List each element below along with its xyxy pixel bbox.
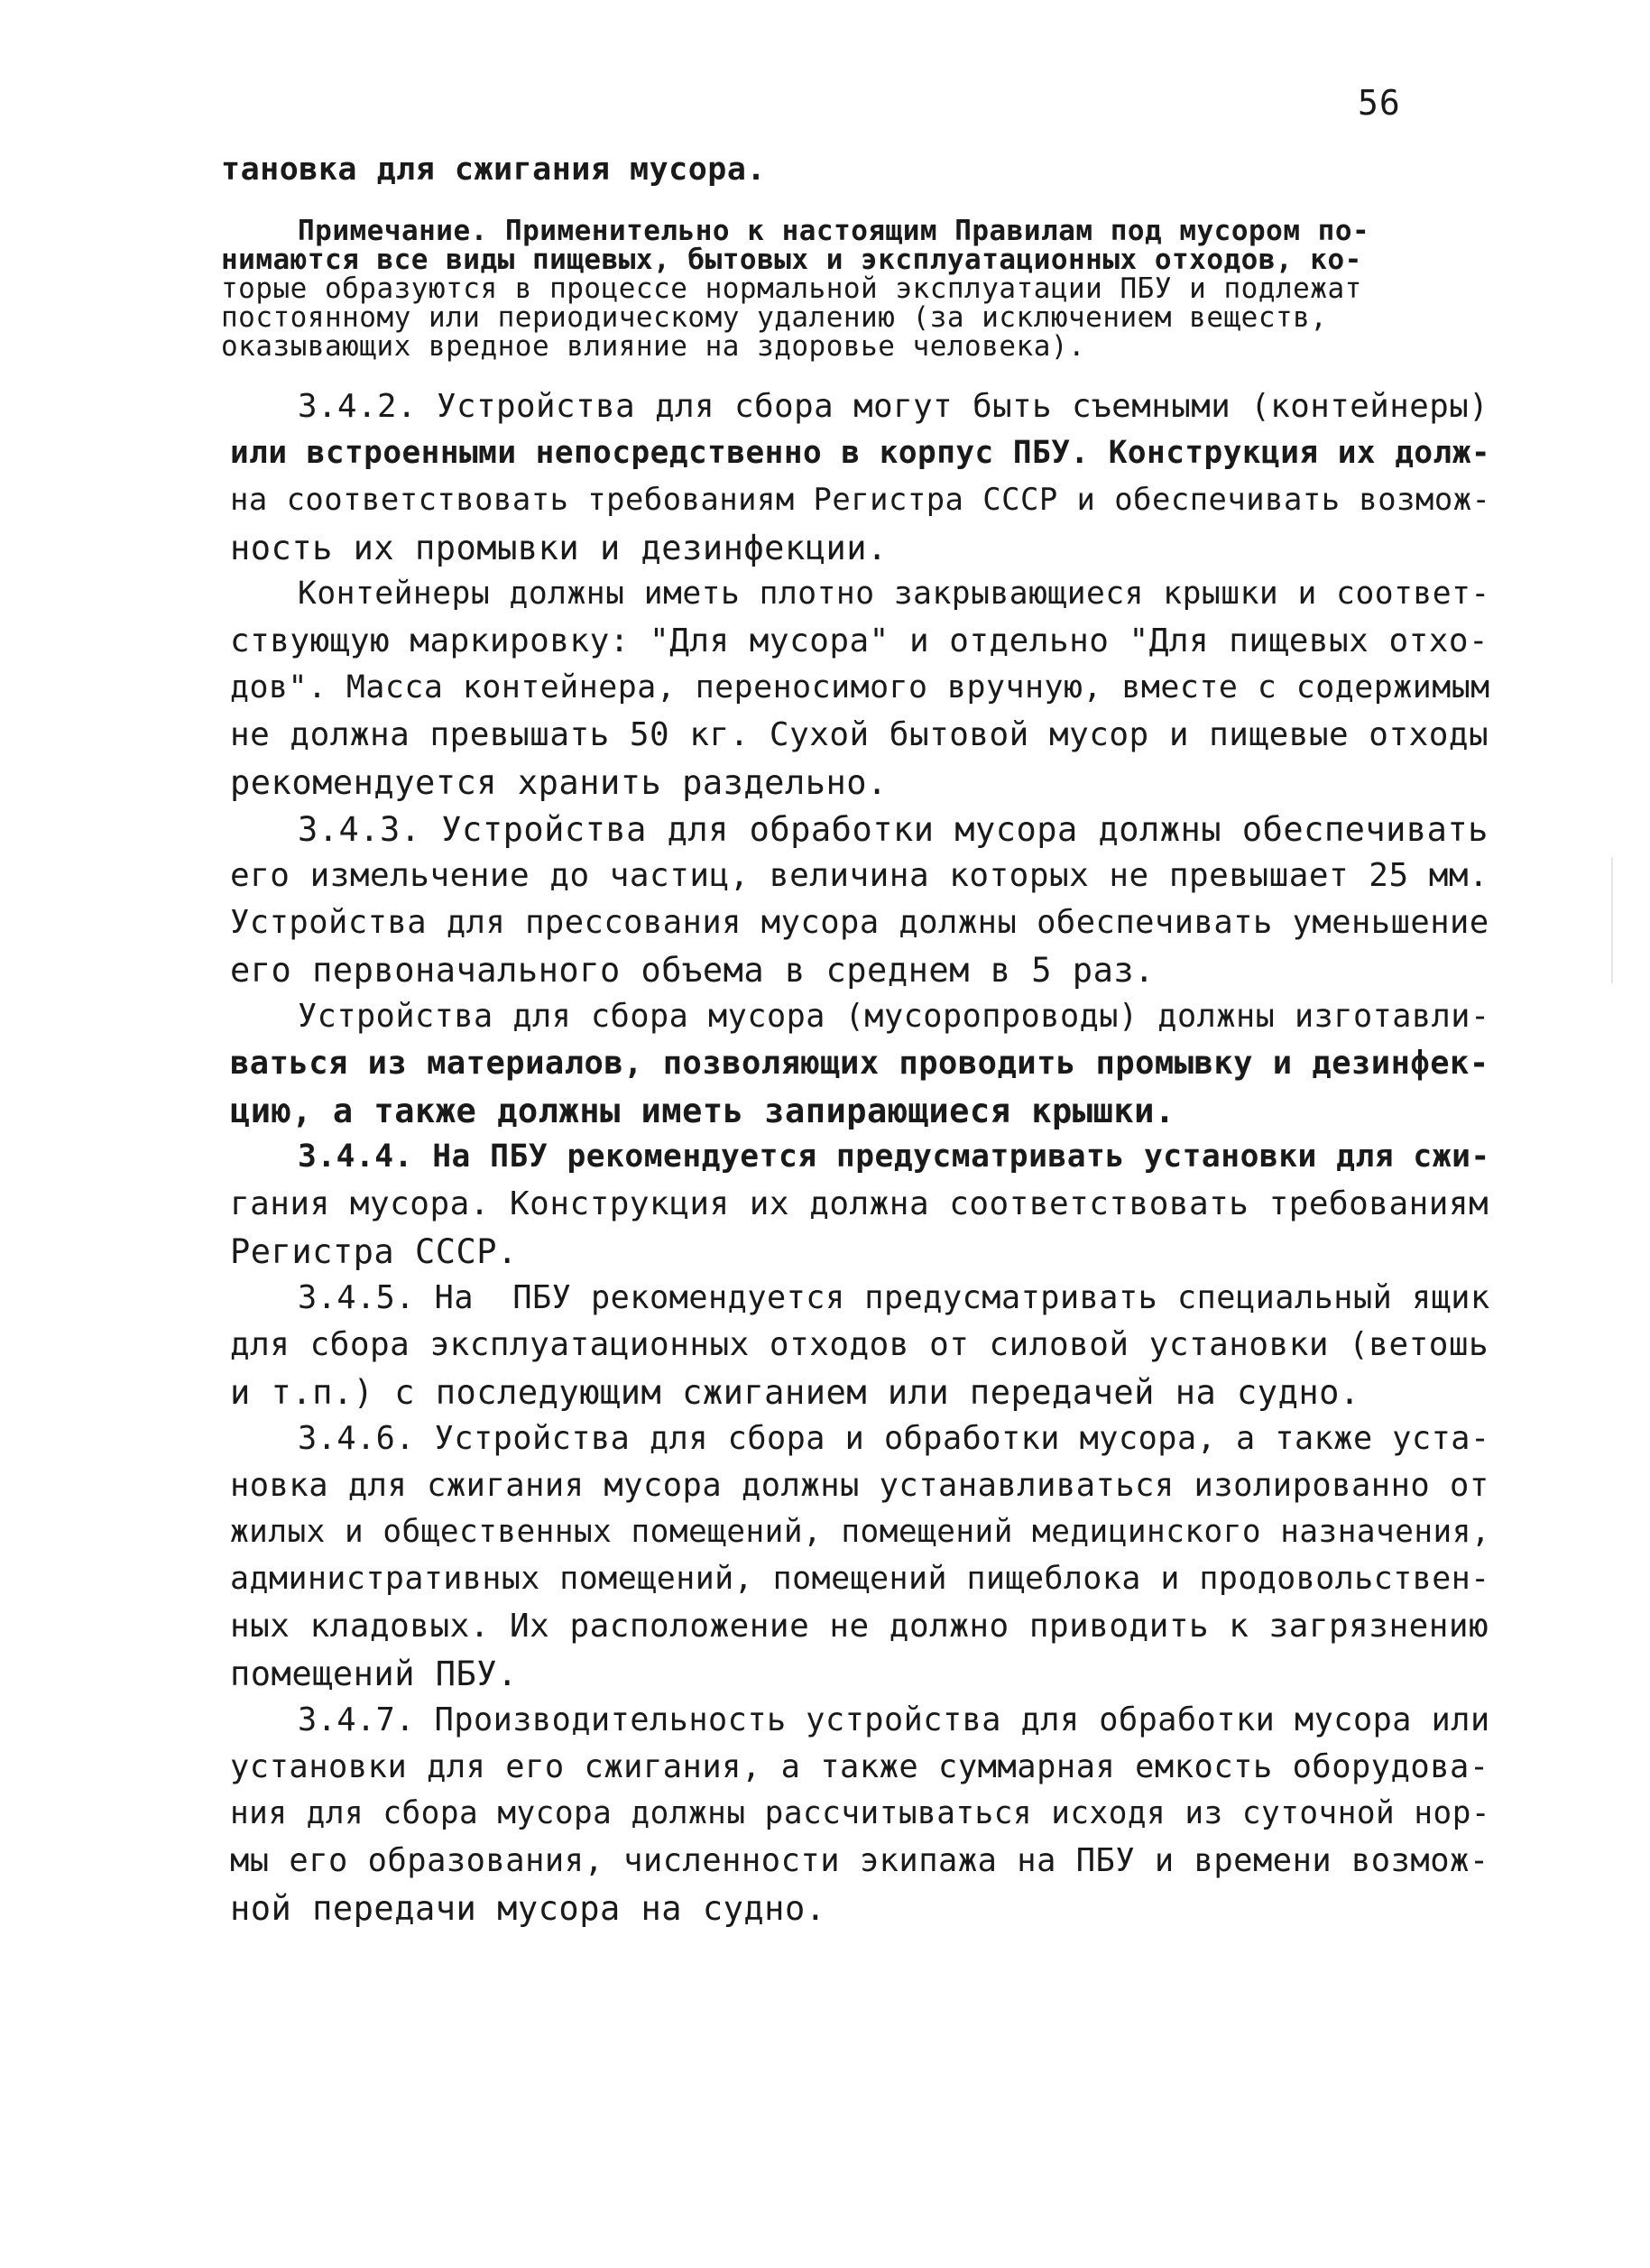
text-line: установки для его сжигания, а также суммарная емкость оборудова- [230,1748,1489,1785]
text-line: рекомендуется хранить раздельно. [230,763,888,802]
page-number: 56 [1358,83,1401,123]
text-line: ность их промывки и дезинфекции. [230,529,888,567]
text-line: и т.п.) с последующим сжиганием или передачей на судно. [230,1373,1360,1412]
text-line: 3.4.5. На ПБУ рекомендуется предусматривать специальный ящик [298,1279,1490,1316]
text-line: новка для сжигания мусора должны устанавливаться изолированно от [230,1467,1489,1504]
text-line: ствующую маркировку: "Для мусора" и отдельно "Для пищевых отхо- [230,622,1489,659]
text-line: 3.4.2. Устройства для сбора могут быть съемными (контейнеры) [298,388,1489,425]
text-line: дов". Масса контейнера, переносимого вручную, вместе с содержимым [230,669,1490,705]
note-line: оказывающих вредное влияние на здоровье человека). [221,330,1086,363]
note-line: постоянному или периодическому удалению (за исключением веществ, [221,301,1328,334]
text-line: Регистра СССР. [230,1232,518,1271]
note-line: торые образуются в процессе нормальной эксплуатации ПБУ и подлежат [221,272,1362,305]
text-line: 3.4.4. На ПБУ рекомендуется предусматривать установки для сжи- [298,1139,1490,1175]
text-line: Устройства для сбора мусора (мусоропроводы) должны изготавли- [298,998,1490,1035]
scan-artifact [1611,857,1613,983]
text-line: его измельчение до частиц, величина которых не превышает 25 мм. [230,857,1489,894]
text-line: Контейнеры должны иметь плотно закрывающиеся крышки и соответ- [298,576,1490,612]
text-line: ния для сбора мусора должны рассчитываться исходя из суточной нор- [230,1795,1491,1831]
text-line: его первоначального объема в среднем в 5 раз. [230,951,1155,990]
text-line: для сбора эксплуатационных отходов от силовой установки (ветошь [230,1326,1489,1363]
text-line: жилых и общественных помещений, помещений медицинского назначения, [230,1514,1491,1550]
text-line: административных помещений, помещений пищеблока и продовольствен- [230,1561,1490,1597]
text-line: цию, а также должны иметь запирающиеся крышки. [230,1092,1175,1130]
text-line: или встроенными непосредственно в корпус ПБУ. Конструкция их долж- [230,435,1491,471]
text-line: помещений ПБУ. [230,1655,518,1693]
text-line: Устройства для прессования мусора должны обеспечивать уменьшение [230,904,1489,941]
text-line: ной передачи мусора на судно. [230,1889,826,1928]
text-line: не должна превышать 50 кг. Сухой бытовой мусор и пищевые отходы [230,716,1489,753]
text-line: гания мусора. Конструкция их должна соответствовать требованиям [230,1185,1489,1222]
text-line: мы его образования, численности экипажа на ПБУ и времени возмож- [230,1842,1489,1879]
note-line: нимаются все виды пищевых, бытовых и эксплуатационных отходов, ко- [221,244,1362,276]
text-line: тановка для сжигания мусора. [221,152,767,188]
text-line: ваться из материалов, позволяющих проводить промывку и дезинфек- [230,1045,1489,1082]
text-line: 3.4.7. Производительность устройства для обработки мусора или [298,1701,1490,1738]
text-line: на соответствовать требованиям Регистра СССР и обеспечивать возмож- [230,482,1491,517]
text-line: 3.4.3. Устройства для обработки мусора должны обеспечивать [298,810,1489,849]
text-line: ных кладовых. Их расположение не должно приводить к загрязнению [230,1608,1489,1645]
note-line: Примечание. Применительно к настоящим Правилам под мусором по- [298,215,1370,247]
text-line: 3.4.6. Устройства для сбора и обработки мусора, а также уста- [298,1420,1490,1457]
